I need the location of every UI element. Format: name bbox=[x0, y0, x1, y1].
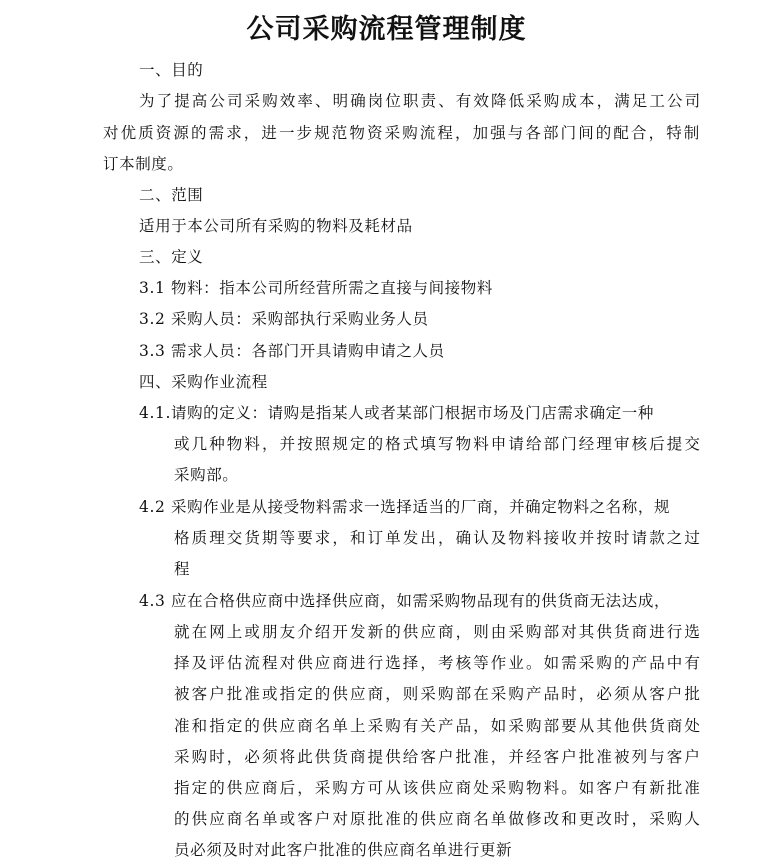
purpose-line-3: 订本制度。 bbox=[103, 155, 184, 173]
process-item-4-3-line: 择及评估流程对供应商进行选择，考核等作业。如需采购的产品中有 bbox=[174, 654, 703, 672]
section-heading-procurement-process: 四、采购作业流程 bbox=[139, 373, 268, 391]
purpose-line-2: 对优质资源的需求，进一步规范物资采购流程，加强与各部门间的配合，特制 bbox=[103, 124, 702, 142]
process-item-4-2-line: 格质理交货期等要求，和订单发出，确认及物料接收并按时请款之过 bbox=[174, 529, 703, 547]
section-heading-definitions: 三、定义 bbox=[139, 248, 204, 266]
process-item-4-3-line: 的供应商名单或客户对原批准的供应商名单做修改和更改时，采购人 bbox=[174, 810, 703, 828]
section-heading-purpose: 一、目的 bbox=[139, 61, 204, 79]
scope-text: 适用于本公司所有采购的物料及耗材品 bbox=[139, 217, 413, 235]
process-item-4-3-line: 员必须及时对此客户批准的供应商名单进行更新 bbox=[174, 841, 513, 859]
definition-item: 3.3 需求人员：各部门开具请购申请之人员 bbox=[139, 342, 445, 360]
section-heading-scope: 二、范围 bbox=[139, 186, 204, 204]
process-item-4-3-line: 准和指定的供应商名单上采购有关产品，如采购部要从其他供货商处 bbox=[174, 717, 703, 735]
process-item-4-1-line: 采购部。 bbox=[174, 466, 239, 484]
process-item-4-2-line: 程 bbox=[174, 560, 191, 578]
process-item-4-3-line: 就在网上或朋友介绍开发新的供应商，则由采购部对其供货商进行选 bbox=[174, 623, 703, 641]
process-item-4-2-line: 4.2 采购作业是从接受物料需求一选择适当的厂商，并确定物料之名称，规 bbox=[139, 498, 671, 516]
process-item-4-3-line: 指定的供应商后，采购方可从该供应商处采购物料。如客户有新批准 bbox=[174, 779, 703, 797]
document-title: 公司采购流程管理制度 bbox=[246, 14, 527, 45]
process-item-4-3-line: 被客户批准或指定的供应商，则采购部在采购产品时，必须从客户批 bbox=[174, 685, 703, 703]
process-item-4-1-line: 或几种物料，并按照规定的格式填写物料申请给部门经理审核后提交 bbox=[174, 435, 703, 453]
definition-item: 3.2 采购人员：采购部执行采购业务人员 bbox=[139, 310, 429, 328]
process-item-4-3-line: 4.3 应在合格供应商中选择供应商，如需采购物品现有的供货商无法达成， bbox=[139, 592, 671, 610]
definition-item: 3.1 物料：指本公司所经营所需之直接与间接物料 bbox=[139, 279, 493, 297]
process-item-4-1-line: 4.1.请购的定义：请购是指某人或者某部门根据市场及门店需求确定一种 bbox=[139, 404, 654, 422]
process-item-4-3-line: 采购时，必须将此供货商提供给客户批准，并经客户批准被列与客户 bbox=[174, 748, 703, 766]
purpose-line-1: 为了提高公司采购效率、明确岗位职责、有效降低采购成本，满足工公司 bbox=[139, 92, 703, 110]
